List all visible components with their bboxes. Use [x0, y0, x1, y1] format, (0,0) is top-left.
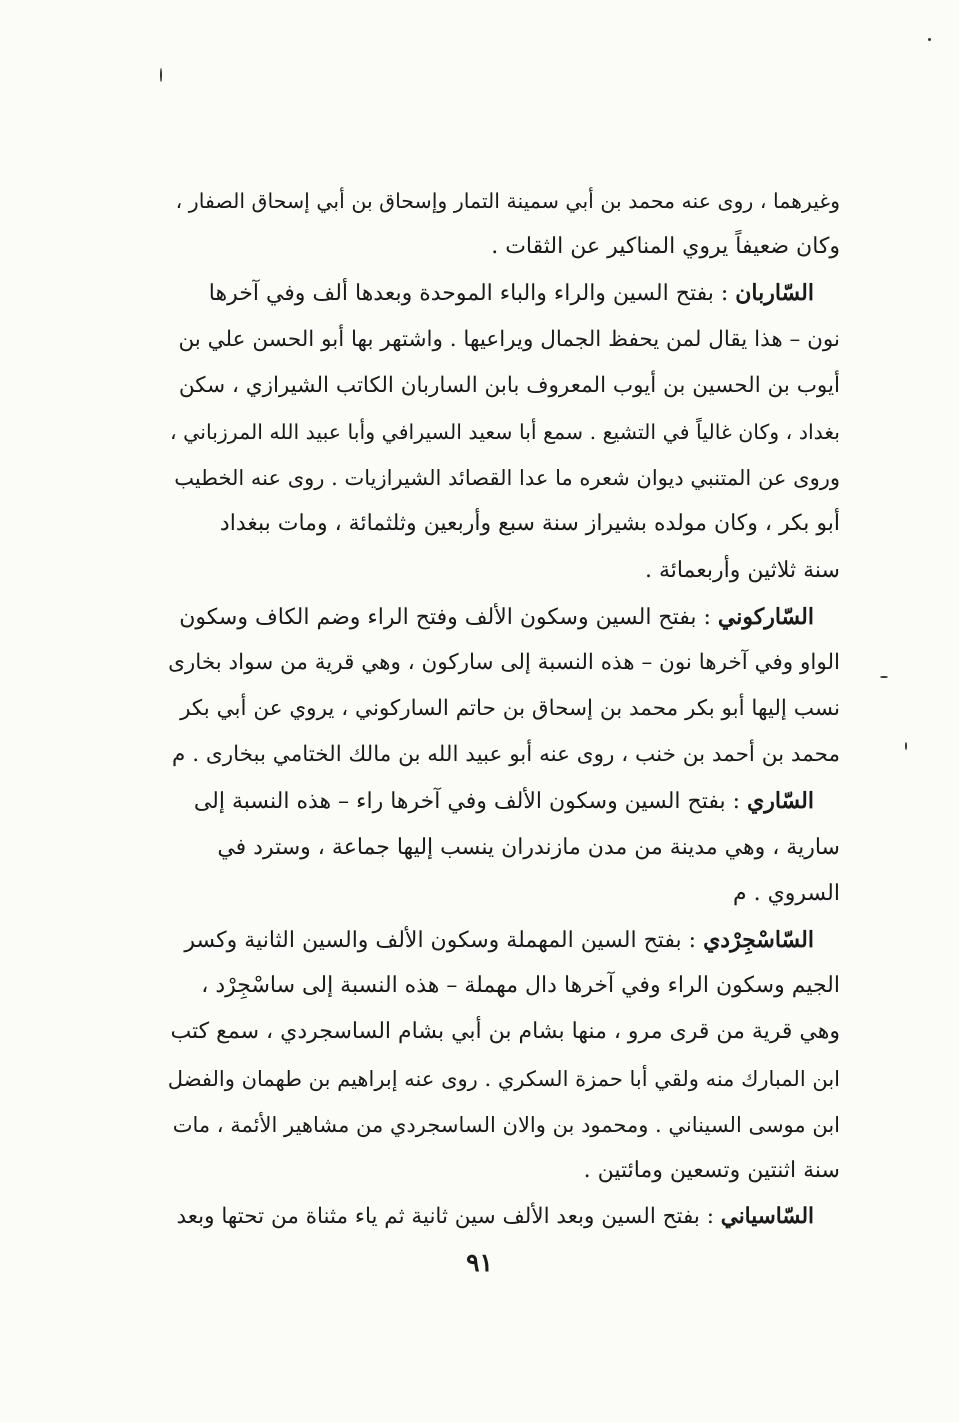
text-line: [168, 871, 840, 917]
line-text: أبو بكر ، وكان مولده بشيراز سنة سبع وأربعين وثلثمائة ، ومات ببغداد: [219, 511, 840, 537]
text-line: [168, 1009, 840, 1055]
text-line: [168, 732, 840, 778]
text-line: [168, 917, 840, 963]
line-text: وهي قرية من قرى مرو ، منها بشام بن أبي بشام الساسجردي ، سمع كتب: [170, 1019, 840, 1045]
text-line: [168, 686, 840, 732]
line-text: سنة ثلاثين وأربعمائة .: [644, 557, 840, 583]
line-text: : بفتح السين وسكون الألف وفتح الراء وضم الكاف وسكون: [179, 604, 718, 630]
page-number: ٩١: [466, 1248, 493, 1277]
line-text: أيوب بن الحسين بن أيوب المعروف بابن الساربان الكاتب الشيرازي ، سكن: [178, 372, 840, 398]
line-text: : بفتح السين وسكون الألف وفي آخرها راء – هذه النسبة إلى: [193, 789, 747, 815]
line-text: سارية ، وهي مدينة من مدن مازندران ينسب إليها جماعة ، وسترد في: [217, 834, 840, 860]
text-line: [168, 1148, 840, 1194]
body-text: [168, 178, 840, 1240]
line-text: : بفتح السين وبعد الألف سين ثانية ثم ياء مثناة من تحتها وبعد: [176, 1204, 721, 1230]
line-text: الجيم وسكون الراء وفي آخرها دال مهملة – هذه النسبة إلى ساسْجِرْد ،: [201, 973, 840, 999]
text-line: [168, 1194, 840, 1240]
text-line: [168, 1056, 840, 1102]
text-line: [168, 548, 840, 594]
text-line: [168, 455, 840, 501]
line-text: سنة اثنتين وتسعين ومائتين .: [583, 1157, 840, 1183]
line-text: ابن موسى السيناني . ومحمود بن والان الساسجردي من مشاهير الأئمة ، مات: [172, 1112, 840, 1137]
line-text: السروي . م: [732, 880, 840, 906]
scan-speck: [160, 68, 162, 82]
entry-heading: السّاسْجِرْدي: [703, 927, 814, 953]
text-line: [168, 778, 840, 824]
text-line: [168, 224, 840, 270]
line-text: وكان ضعيفاً يروي المناكير عن الثقات .: [491, 234, 840, 260]
text-line: [168, 409, 840, 455]
line-text: الواو وفي آخرها نون – هذه النسبة إلى ساركون ، وهي قرية من سواد بخارى: [168, 649, 840, 675]
line-text: : بفتح السين المهملة وسكون الألف والسين الثانية وكسر: [184, 928, 704, 953]
line-text: وروى عن المتنبي ديوان شعره ما عدا القصائد الشيرازيات . روى عنه الخطيب: [174, 466, 840, 491]
line-text: بغداد ، وكان غالياً في التشيع . سمع أبا سعيد السيرافي وأبا عبيد الله المرزباني ،: [170, 419, 840, 444]
text-line: [168, 317, 840, 363]
text-line: [168, 363, 840, 409]
line-text: نسب إليها أبو بكر محمد بن إسحاق بن حاتم الساركوني ، يروي عن أبي بكر: [180, 696, 840, 722]
scan-speck: [928, 38, 931, 41]
line-text: محمد بن أحمد بن خنب ، روى عنه أبو عبيد الله بن مالك الختامي ببخارى . م: [172, 742, 840, 768]
text-line: [168, 178, 840, 224]
text-line: [168, 1102, 840, 1148]
text-line: [168, 594, 840, 640]
text-line: [168, 825, 840, 871]
entry-heading: السّاسياني: [720, 1204, 814, 1230]
line-text: : بفتح السين والراء والباء الموحدة وبعدها ألف وفي آخرها: [208, 281, 736, 307]
entry-heading: السّاركوني: [717, 603, 814, 630]
line-text: نون – هذا يقال لمن يحفظ الجمال ويراعيها . واشتهر بها أبو الحسن علي بن: [178, 326, 840, 352]
entry-heading: السّاربان: [735, 280, 814, 307]
scan-speck: [880, 676, 888, 678]
text-line: [168, 963, 840, 1009]
text-line: [168, 270, 840, 316]
text-line: [168, 640, 840, 686]
line-text: ابن المبارك منه ولقي أبا حمزة السكري . روى عنه إبراهيم بن طهمان والفضل: [168, 1066, 840, 1091]
text-line: [168, 501, 840, 547]
entry-heading: السّاري: [747, 788, 814, 815]
line-text: وغيرهما ، روى عنه محمد بن أبي سمينة التمار وإسحاق بن أبي إسحاق الصفار ،: [175, 189, 840, 213]
scan-speck: [905, 742, 907, 750]
